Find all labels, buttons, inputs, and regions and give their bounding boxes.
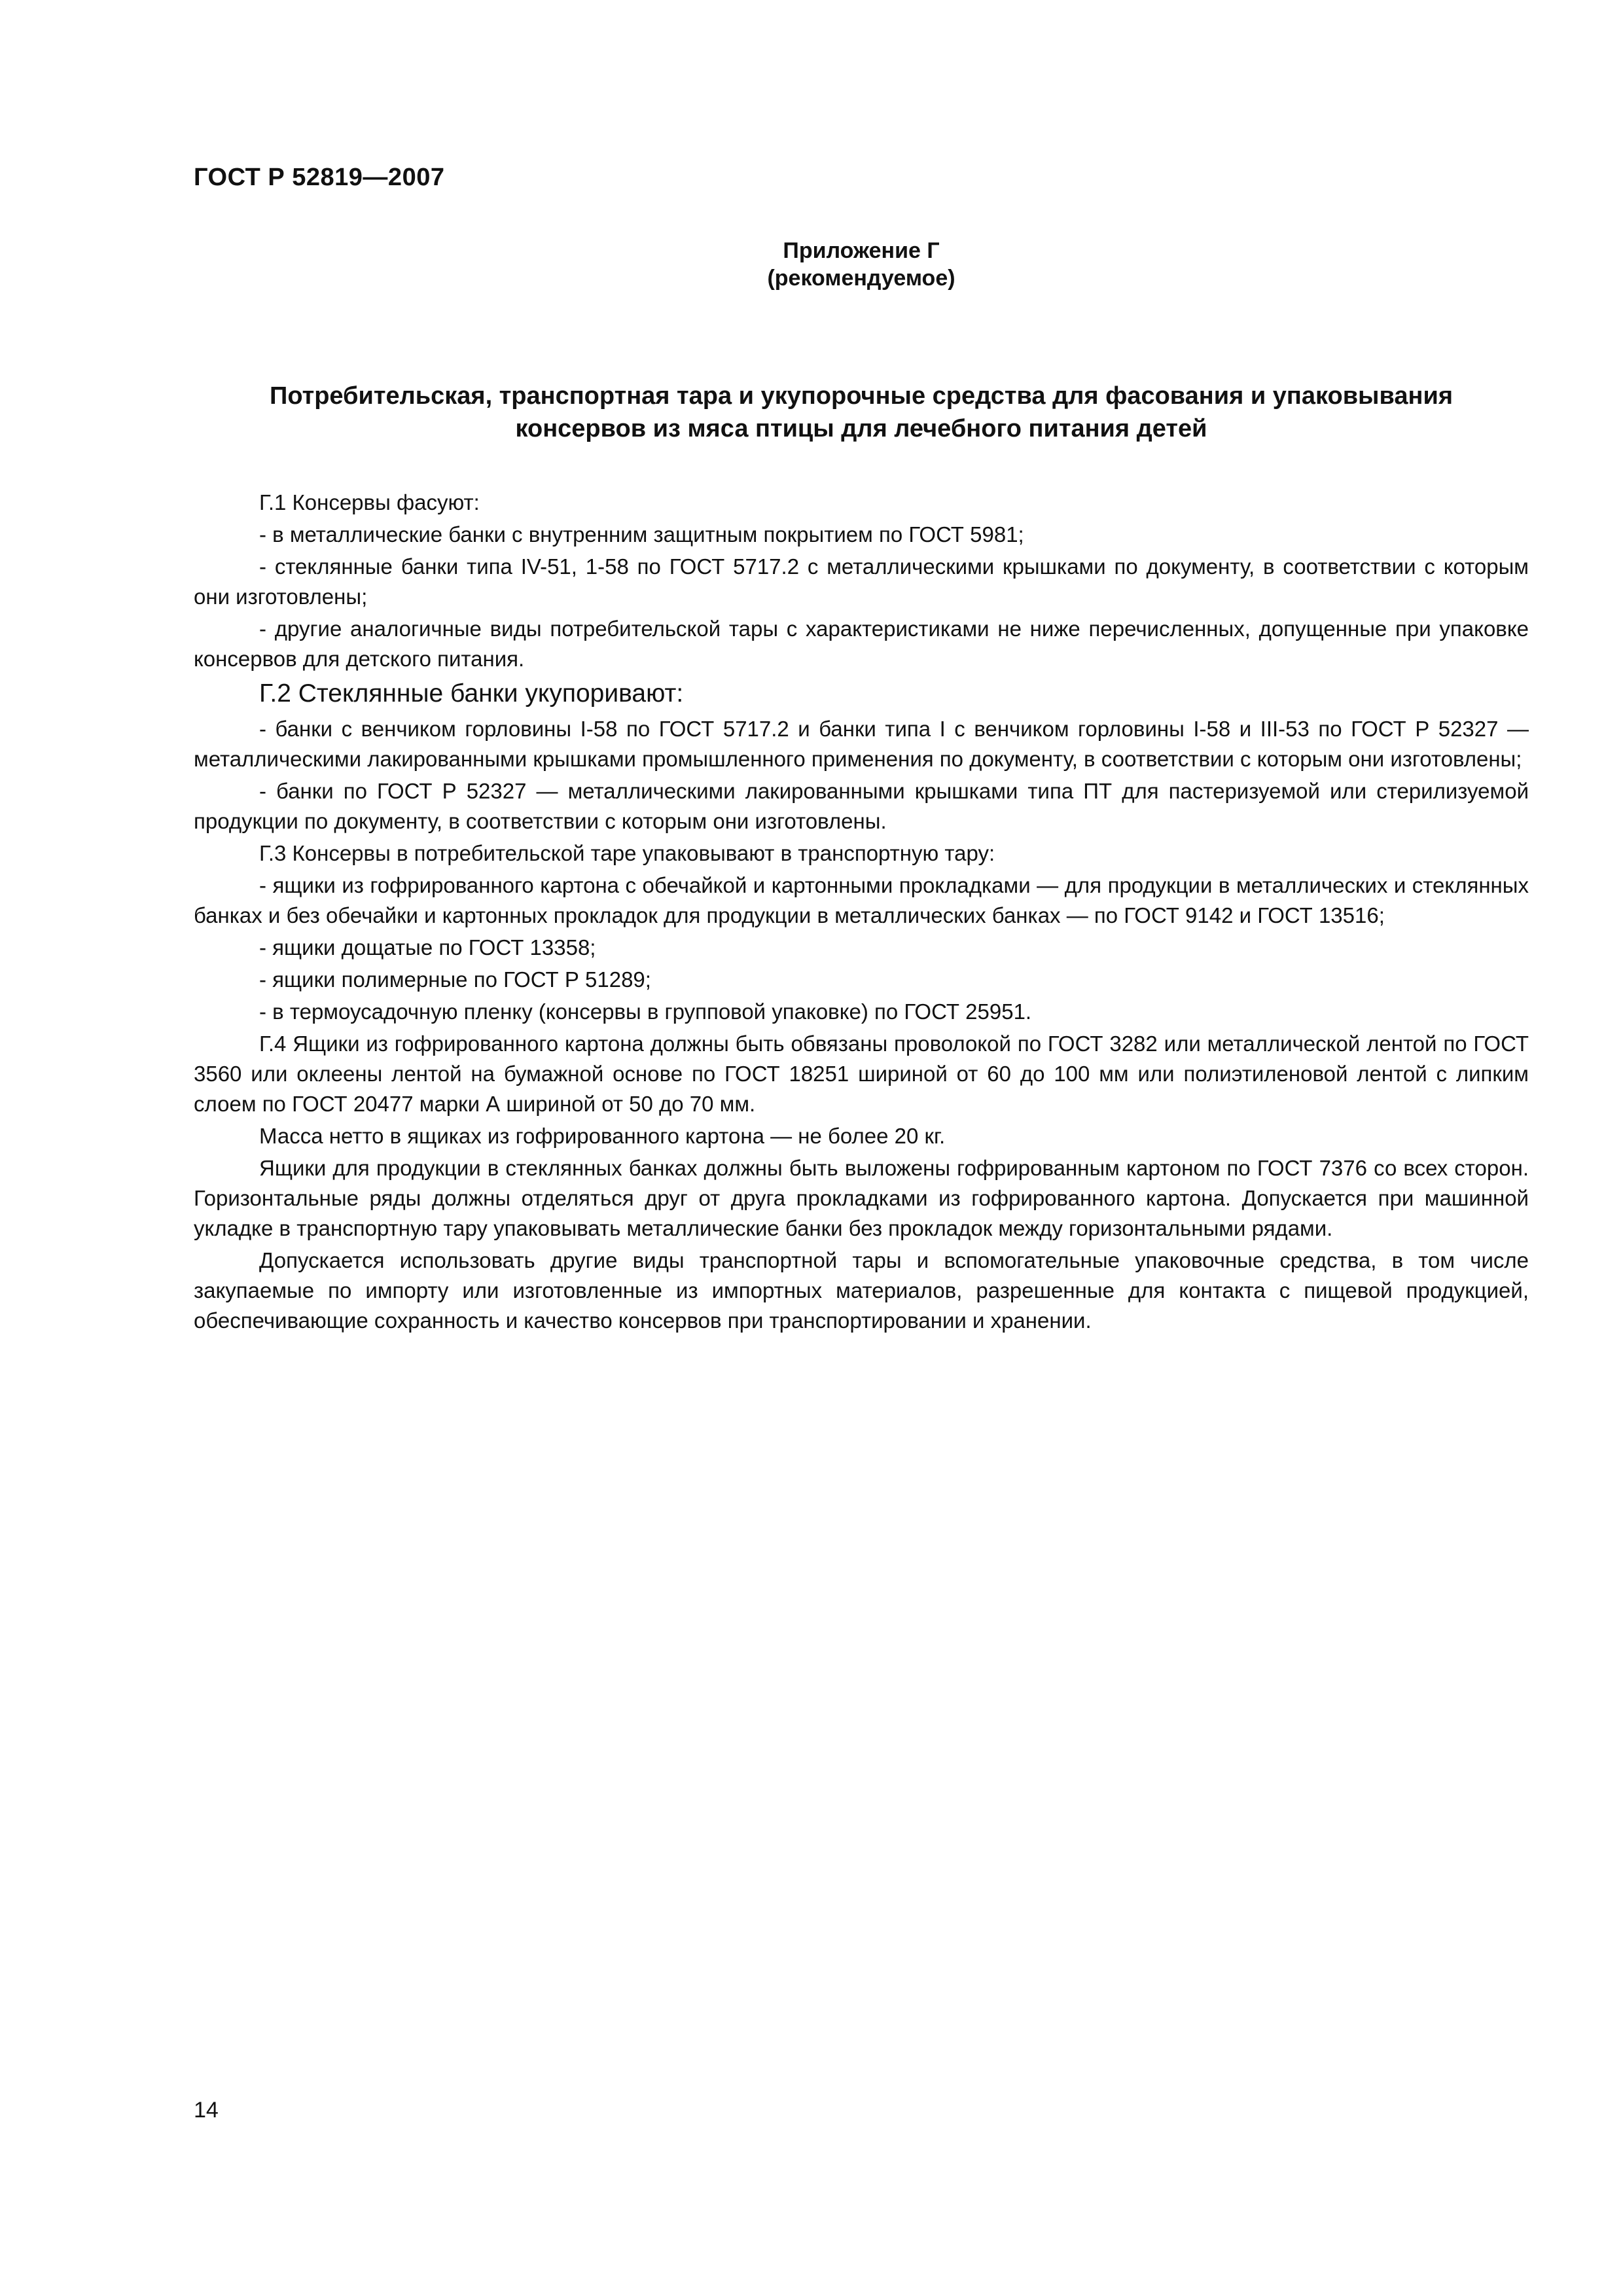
page-number: 14	[194, 2098, 219, 2123]
clause-g1: Г.1 Консервы фасуют:	[259, 490, 480, 514]
clause-g4: Г.4 Ящики из гофрированного картона должны быть обвязаны проволокой по ГОСТ 3282 или металлической лентой по ГОСТ 3560 или оклеены лентой на бумажной основе по ГОСТ 18251 шириной от 60 до 100 мм или полиэтиленовой лентой с липким слоем по ГОСТ 20477 марки А шириной от 50 до 70 мм.	[194, 1031, 1529, 1116]
clause-g3: Г.3 Консервы в потребительской таре упаковывают в транспортную тару:	[259, 841, 995, 865]
document-body	[194, 488, 1529, 1338]
list-item: - стеклянные банки типа IV-51, 1-58 по ГОСТ 5717.2 с металлическими крышками по документу, в соответствии с которым они изготовлены;	[194, 554, 1529, 609]
clause-g2: Г.2 Стеклянные банки укупоривают:	[259, 679, 684, 708]
document-code: ГОСТ Р 52819—2007	[194, 164, 445, 191]
annex-status: (рекомендуемое)	[767, 266, 955, 291]
list-item: - банки с венчиком горловины I-58 по ГОСТ 5717.2 и банки типа I с венчиком горловины I-58 и III-53 по ГОСТ Р 52327 — металлическими лакированными крышками промышленного применения по документу, в соответствии с которым они изготовлены;	[194, 717, 1529, 771]
list-item: - ящики дощатые по ГОСТ 13358;	[259, 935, 596, 960]
list-item: - в термоусадочную пленку (консервы в групповой упаковке) по ГОСТ 25951.	[259, 999, 1032, 1024]
list-item: - банки по ГОСТ Р 52327 — металлическими лакированными крышками типа ПТ для пастеризуемой или стерилизуемой продукции по документу, в соответствии с которым они изготовлены.	[194, 779, 1529, 833]
annex-title-line-2: консервов из мяса птицы для лечебного питания детей	[515, 415, 1207, 442]
annex-label: Приложение Г	[783, 238, 940, 263]
annex-title	[194, 380, 1529, 445]
list-item: - в металлические банки с внутренним защитным покрытием по ГОСТ 5981;	[259, 522, 1024, 547]
paragraph: Допускается использовать другие виды транспортной тары и вспомогательные упаковочные средства, в том числе закупаемые по импорту или изготовленные из импортных материалов, разрешенные для контакта с пищевой продукцией, обеспечивающие сохранность и качество консервов при транспортировании и хранении.	[194, 1248, 1529, 1333]
list-item: - ящики из гофрированного картона с обечайкой и картонными прокладками — для продукции в металлических и стеклянных банках и без обечайки и картонных прокладок для продукции в металлических банках — по ГОСТ 9142 и ГОСТ 13516;	[194, 873, 1529, 927]
list-item: - другие аналогичные виды потребительской тары с характеристиками не ниже перечисленных, допущенные при упаковке консервов для детского питания.	[194, 617, 1529, 671]
annex-heading	[194, 237, 1529, 292]
list-item: - ящики полимерные по ГОСТ Р 51289;	[259, 967, 651, 992]
paragraph: Масса нетто в ящиках из гофрированного картона — не более 20 кг.	[259, 1124, 946, 1148]
paragraph: Ящики для продукции в стеклянных банках должны быть выложены гофрированным картоном по ГОСТ 7376 со всех сторон. Горизонтальные ряды должны отделяться друг от друга прокладками из гофрированного картона. Допускается при машинной укладке в транспортную тару упаковывать металлические банки без прокладок между горизонтальными рядами.	[194, 1156, 1529, 1240]
annex-title-line-1: Потребительская, транспортная тара и укупорочные средства для фасования и упаковывания	[270, 382, 1453, 410]
